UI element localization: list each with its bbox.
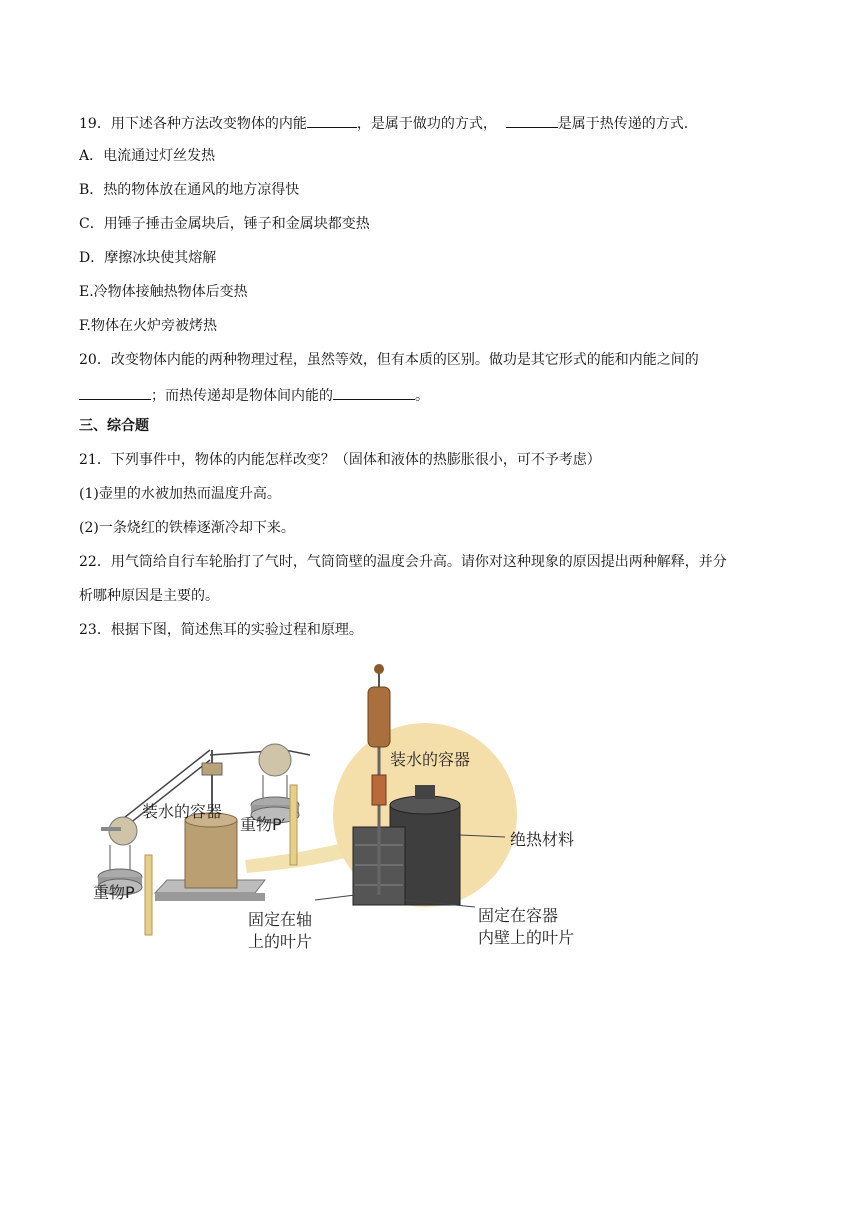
- q20-line-2-part1: ；而热传递却是物体间内能的: [151, 388, 333, 404]
- joule-apparatus-figure: [85, 655, 605, 955]
- q19-blank-1: [307, 112, 357, 128]
- label-wall-blades-line2: 内壁上的叶片: [478, 928, 575, 947]
- section-title: 三、综合题: [79, 418, 149, 434]
- q19-option-d: D．摩擦冰块使其熔解: [79, 250, 217, 266]
- q20-line-2-part2: 。: [415, 388, 429, 404]
- q19-stem-part1: 19．用下述各种方法改变物体的内能: [79, 116, 307, 132]
- q19-stem-part2: ，是属于做功的方式，: [356, 116, 497, 132]
- q21-stem: 21．下列事件中，物体的内能怎样改变？（固体和液体的热膨胀很小，可不予考虑）: [79, 452, 601, 468]
- q22-line-2: 析哪种原因是主要的。: [79, 588, 219, 604]
- q19-stem-part3: 是属于热传递的方式.: [557, 116, 689, 132]
- label-wall-blades-line1: 固定在容器: [478, 906, 559, 925]
- q21-sub-1: (1)壶里的水被加热而温度升高。: [79, 486, 281, 502]
- q20-blank-1: [79, 384, 151, 400]
- q19-option-e: E.冷物体接触热物体后变热: [79, 284, 248, 300]
- label-axis-blades-line1: 固定在轴: [248, 910, 313, 929]
- label-axis-blades-line2: 上的叶片: [248, 932, 313, 951]
- label-weight-p: 重物P: [93, 883, 135, 902]
- q19-option-c: C．用锤子捶击金属块后，锤子和金属块都变热: [79, 216, 370, 232]
- joule-apparatus-illustration: [85, 655, 605, 955]
- label-container-left: 装水的容器: [142, 802, 223, 821]
- label-weight-p-prime: 重物P′: [240, 815, 286, 834]
- q23-stem: 23．根据下图，简述焦耳的实验过程和原理。: [79, 622, 363, 638]
- q19-stem: [79, 112, 688, 134]
- q21-sub-2: (2)一条烧红的铁棒逐渐冷却下来。: [79, 520, 295, 536]
- q19-blank-2: [506, 112, 558, 128]
- q22-line-1: 22．用气筒给自行车轮胎打了气时，气筒筒壁的温度会升高。请你对这种现象的原因提出两种解释，并分: [79, 554, 727, 570]
- q19-option-a: A．电流通过灯丝发热: [79, 148, 216, 164]
- label-container-right: 装水的容器: [390, 750, 471, 769]
- q20-line-1: 20．改变物体内能的两种物理过程，虽然等效，但有本质的区别。做功是其它形式的能和内能之间的: [79, 352, 699, 368]
- q20-line-2: [79, 384, 429, 406]
- q20-blank-2: [333, 384, 415, 400]
- q19-option-b: B．热的物体放在通风的地方凉得快: [79, 182, 300, 198]
- label-insulation: 绝热材料: [510, 830, 575, 849]
- q19-option-f: F.物体在火炉旁被烤热: [79, 318, 217, 334]
